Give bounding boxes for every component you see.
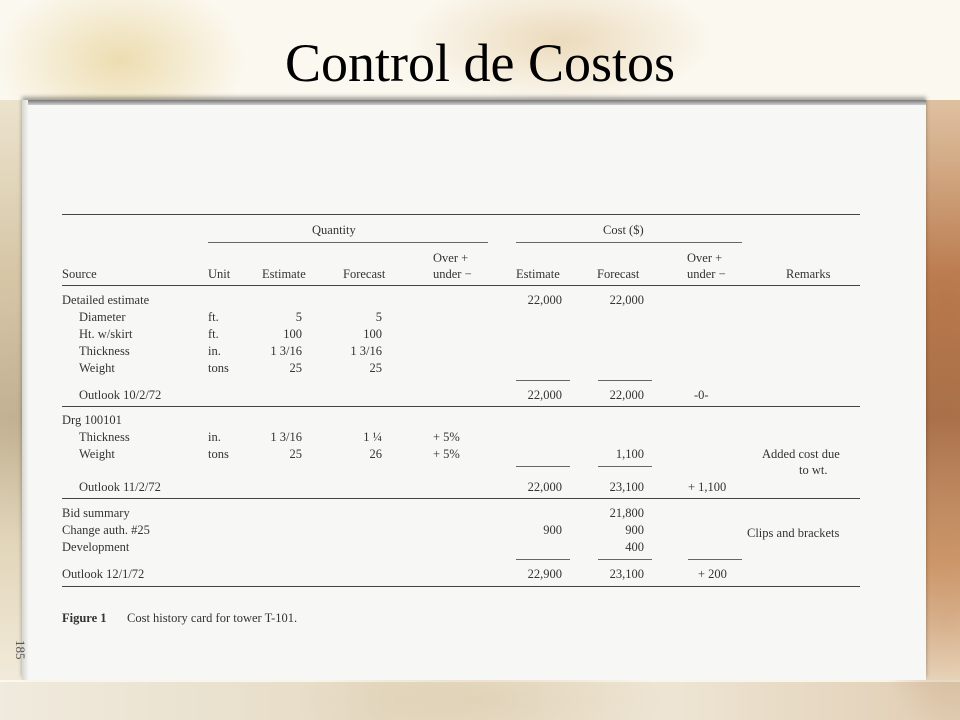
table-cell-cost-estimate: 22,000 [527, 388, 562, 402]
table-cell-source: Drg 100101 [62, 413, 122, 427]
table-cell-cost-over-under: + 200 [698, 567, 727, 581]
table-cell-quantity-forecast: 25 [369, 361, 382, 375]
table-cell-quantity-estimate: 25 [289, 361, 302, 375]
background-photo-bottom [0, 682, 960, 720]
table-cell-cost-estimate: 22,000 [527, 480, 562, 494]
col-cost-over: Over + [687, 251, 723, 265]
subtotal-rule [598, 380, 652, 381]
table-cell-unit: ft. [208, 310, 219, 324]
table-cell-quantity-over-under: + 5% [433, 447, 460, 461]
page-left-edge [22, 100, 28, 680]
table-cell-source: Weight [79, 447, 115, 461]
table-cell-source: Development [62, 540, 130, 554]
table-cell-cost-estimate: 22,900 [527, 567, 562, 581]
table-cell-remarks: Clips and brackets [747, 526, 840, 540]
table-cell-cost-estimate: 900 [543, 523, 562, 537]
page-number: 185 [13, 640, 28, 660]
table-cell-source: Detailed estimate [62, 293, 150, 307]
table-cell-cost-forecast: 22,000 [609, 293, 644, 307]
table-cell-quantity-forecast: 5 [375, 310, 382, 324]
figure-label: Figure 1 [62, 611, 107, 625]
background-photo-right [926, 100, 960, 680]
subtotal-rule [516, 380, 570, 381]
col-source: Source [62, 267, 97, 281]
col-cost-estimate: Estimate [516, 267, 560, 281]
quantity-group-header: Quantity [312, 223, 356, 237]
subtotal-rule [598, 466, 652, 467]
col-cost-forecast: Forecast [597, 267, 640, 281]
col-unit: Unit [208, 267, 231, 281]
header-bottom-rule [62, 285, 860, 286]
table-cell-unit: in. [208, 344, 221, 358]
col-remarks: Remarks [786, 267, 831, 281]
table-cell-cost-forecast: 22,000 [609, 388, 644, 402]
table-cell-cost-estimate: 22,000 [527, 293, 562, 307]
background-photo-left [0, 100, 22, 680]
table-cell-quantity-estimate: 100 [283, 327, 302, 341]
table-cell-quantity-over-under: + 5% [433, 430, 460, 444]
table-cell-source: Change auth. #25 [62, 523, 150, 537]
table-cell-remarks: Added cost due [762, 447, 840, 461]
col-quantity-over: Over + [433, 251, 469, 265]
table-cell-unit: tons [208, 361, 229, 375]
table-cell-quantity-estimate: 1 3/16 [270, 344, 302, 358]
table-cell-cost-over-under: -0- [694, 388, 709, 402]
section-rule [62, 406, 860, 407]
table-cell-cost-forecast: 900 [625, 523, 644, 537]
page-top-edge [22, 100, 926, 105]
table-cell-cost-forecast: 21,800 [609, 506, 644, 520]
table-cell-unit: tons [208, 447, 229, 461]
table-cell-source: Thickness [79, 430, 130, 444]
table-cell-cost-over-under: + 1,100 [688, 480, 727, 494]
table-cell-cost-forecast: 23,100 [609, 567, 644, 581]
table-cell-quantity-forecast: 26 [369, 447, 382, 461]
slide-title: Control de Costos [284, 33, 676, 93]
scanned-page [13, 100, 926, 680]
table-cell-quantity-estimate: 1 3/16 [270, 430, 302, 444]
table-cell-quantity-forecast: 100 [363, 327, 382, 341]
figure-caption: Cost history card for tower T-101. [127, 611, 298, 625]
table-top-rule [62, 214, 860, 215]
table-bottom-rule [62, 586, 860, 587]
table-cell-quantity-estimate: 25 [289, 447, 302, 461]
subtotal-rule [688, 559, 742, 560]
table-cell-remarks: to wt. [799, 463, 828, 477]
table-cell-source: Outlook 10/2/72 [79, 388, 162, 402]
table-cell-cost-forecast: 1,100 [615, 447, 644, 461]
table-cell-unit: in. [208, 430, 221, 444]
table-cell-source: Bid summary [62, 506, 130, 520]
subtotal-rule [516, 466, 570, 467]
table-cell-cost-forecast: 400 [625, 540, 644, 554]
table-cell-unit: ft. [208, 327, 219, 341]
table-cell-source: Diameter [79, 310, 126, 324]
table-cell-quantity-estimate: 5 [295, 310, 302, 324]
cost-group-header: Cost ($) [603, 223, 644, 237]
col-quantity-estimate: Estimate [262, 267, 306, 281]
table-cell-source: Outlook 12/1/72 [62, 567, 145, 581]
table-cell-source: Weight [79, 361, 115, 375]
quantity-group-rule [208, 242, 488, 243]
cost-group-rule [516, 242, 742, 243]
col-quantity-under: under − [433, 267, 472, 281]
section-rule [62, 498, 860, 499]
subtotal-rule [516, 559, 570, 560]
col-cost-under: under − [687, 267, 726, 281]
table-cell-quantity-forecast: 1 ¼ [363, 430, 382, 444]
table-cell-source: Ht. w/skirt [79, 327, 133, 341]
table-cell-quantity-forecast: 1 3/16 [350, 344, 382, 358]
table-cell-source: Thickness [79, 344, 130, 358]
table-cell-source: Outlook 11/2/72 [79, 480, 161, 494]
table-cell-cost-forecast: 23,100 [609, 480, 644, 494]
subtotal-rule [598, 559, 652, 560]
col-quantity-forecast: Forecast [343, 267, 386, 281]
